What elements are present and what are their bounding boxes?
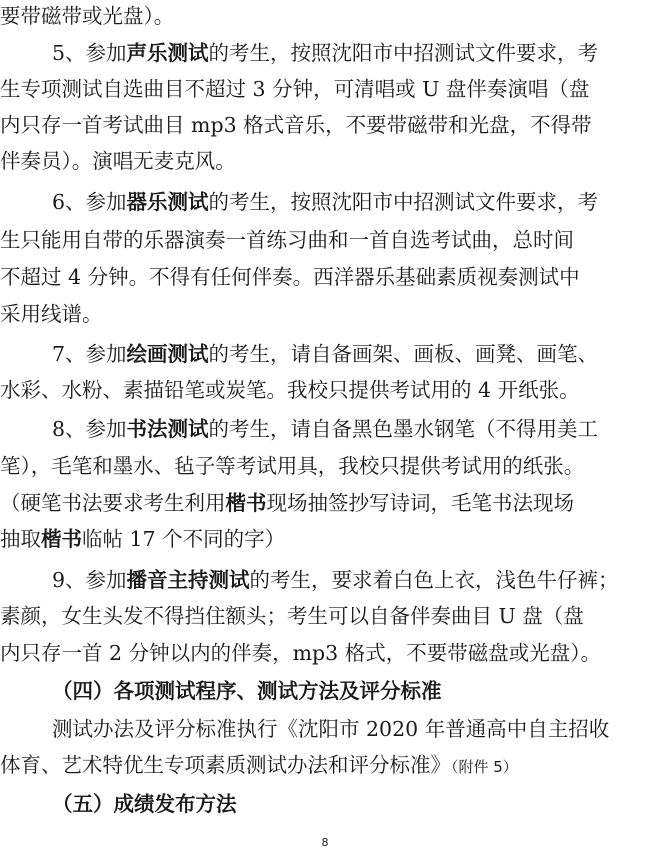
- text-run: 抽取: [0, 527, 41, 551]
- bold-text-run: 书法测试: [126, 417, 209, 441]
- bold-text-run: （四）各项测试程序、测试方法及评分标准: [52, 679, 442, 703]
- text-line: [0, 262, 650, 292]
- text-run: 临帖 17 个不同的字）: [82, 527, 286, 551]
- section-heading: [52, 789, 650, 819]
- text-line: [52, 414, 650, 444]
- page-number: 8: [321, 836, 329, 849]
- text-line: [0, 299, 650, 329]
- text-run: 伴奏员）。演唱无麦克风。: [0, 149, 236, 173]
- text-line: [0, 146, 650, 176]
- text-line: [52, 187, 650, 217]
- text-run: 水彩、水粉、素描铅笔或炭笔。我校只提供考试用的 4 开纸张。: [0, 378, 580, 402]
- text-line: [0, 488, 650, 518]
- text-run: 生专项测试自选曲目不超过 3 分钟，可清唱或 U 盘伴奏演唱（盘: [0, 77, 590, 101]
- text-run: 体育、艺术特优生专项素质测试办法和评分标准》: [0, 753, 451, 777]
- text-run: 笔），毛笔和墨水、毡子等考试用具，我校只提供考试用的纸张。: [0, 454, 585, 478]
- text-run: 6、参加: [52, 190, 127, 214]
- text-run: 要带磁带或光盘）。: [0, 4, 175, 28]
- bold-text-run: 绘画测试: [126, 342, 209, 366]
- attachment-note: （附件 5）: [451, 758, 518, 776]
- text-run: 素颜，女生头发不得挡住额头；考生可以自备伴奏曲目 U 盘（盘: [0, 604, 584, 628]
- text-line: [0, 375, 650, 405]
- text-run: 内只存一首考试曲目 mp3 格式音乐，不要带磁带和光盘，不得带: [0, 113, 592, 137]
- bold-text-run: 楷书: [41, 527, 82, 551]
- text-line: [0, 1, 650, 31]
- text-line: [0, 638, 650, 668]
- text-run: 的考生，按照沈阳市中招测试文件要求，考: [208, 190, 599, 214]
- text-run: 5、参加: [52, 41, 127, 65]
- text-run: 7、参加: [52, 342, 127, 366]
- bold-text-run: 器乐测试: [126, 190, 209, 214]
- text-line: [0, 601, 650, 631]
- section-heading: [52, 676, 650, 706]
- text-run: 不超过 4 分钟。不得有任何伴奏。西洋器乐基础素质视奏测试中: [0, 265, 580, 289]
- text-run: 测试办法及评分标准执行《沈阳市 2020 年普通高中自主招收: [52, 717, 610, 741]
- text-run: 的考生，要求着白色上衣，浅色牛仔裤；: [249, 568, 619, 592]
- bold-text-run: （五）成绩发布方法: [52, 792, 237, 816]
- text-line: [0, 750, 650, 780]
- text-line: [52, 714, 650, 744]
- text-run: 生只能用自带的乐器演奏一首练习曲和一首自选考试曲，总时间: [0, 228, 574, 252]
- text-run: 现场抽签抄写诗词，毛笔书法现场: [266, 491, 574, 515]
- text-line: [0, 110, 650, 140]
- text-line: [0, 451, 650, 481]
- text-line: [0, 524, 650, 554]
- text-run: 的考生，请自备黑色墨水钢笔（不得用美工: [208, 417, 599, 441]
- text-run: （硬笔书法要求考生利用: [0, 491, 226, 515]
- text-line: [52, 565, 650, 595]
- text-run: 8、参加: [52, 417, 127, 441]
- bold-text-run: 播音主持测试: [126, 568, 250, 592]
- bold-text-run: 声乐测试: [126, 41, 209, 65]
- text-run: 内只存一首 2 分钟以内的伴奏，mp3 格式，不要带磁盘或光盘）。: [0, 641, 601, 665]
- text-line: [0, 225, 650, 255]
- text-run: 的考生，按照沈阳市中招测试文件要求，考: [208, 41, 599, 65]
- text-run: 采用线谱。: [0, 302, 103, 326]
- bold-text-run: 楷书: [225, 491, 267, 515]
- text-run: 的考生，请自备画架、画板、画凳、画笔、: [208, 342, 599, 366]
- text-line: [52, 38, 650, 68]
- text-line: [0, 74, 650, 104]
- text-run: 9、参加: [52, 568, 127, 592]
- text-line: [52, 339, 650, 369]
